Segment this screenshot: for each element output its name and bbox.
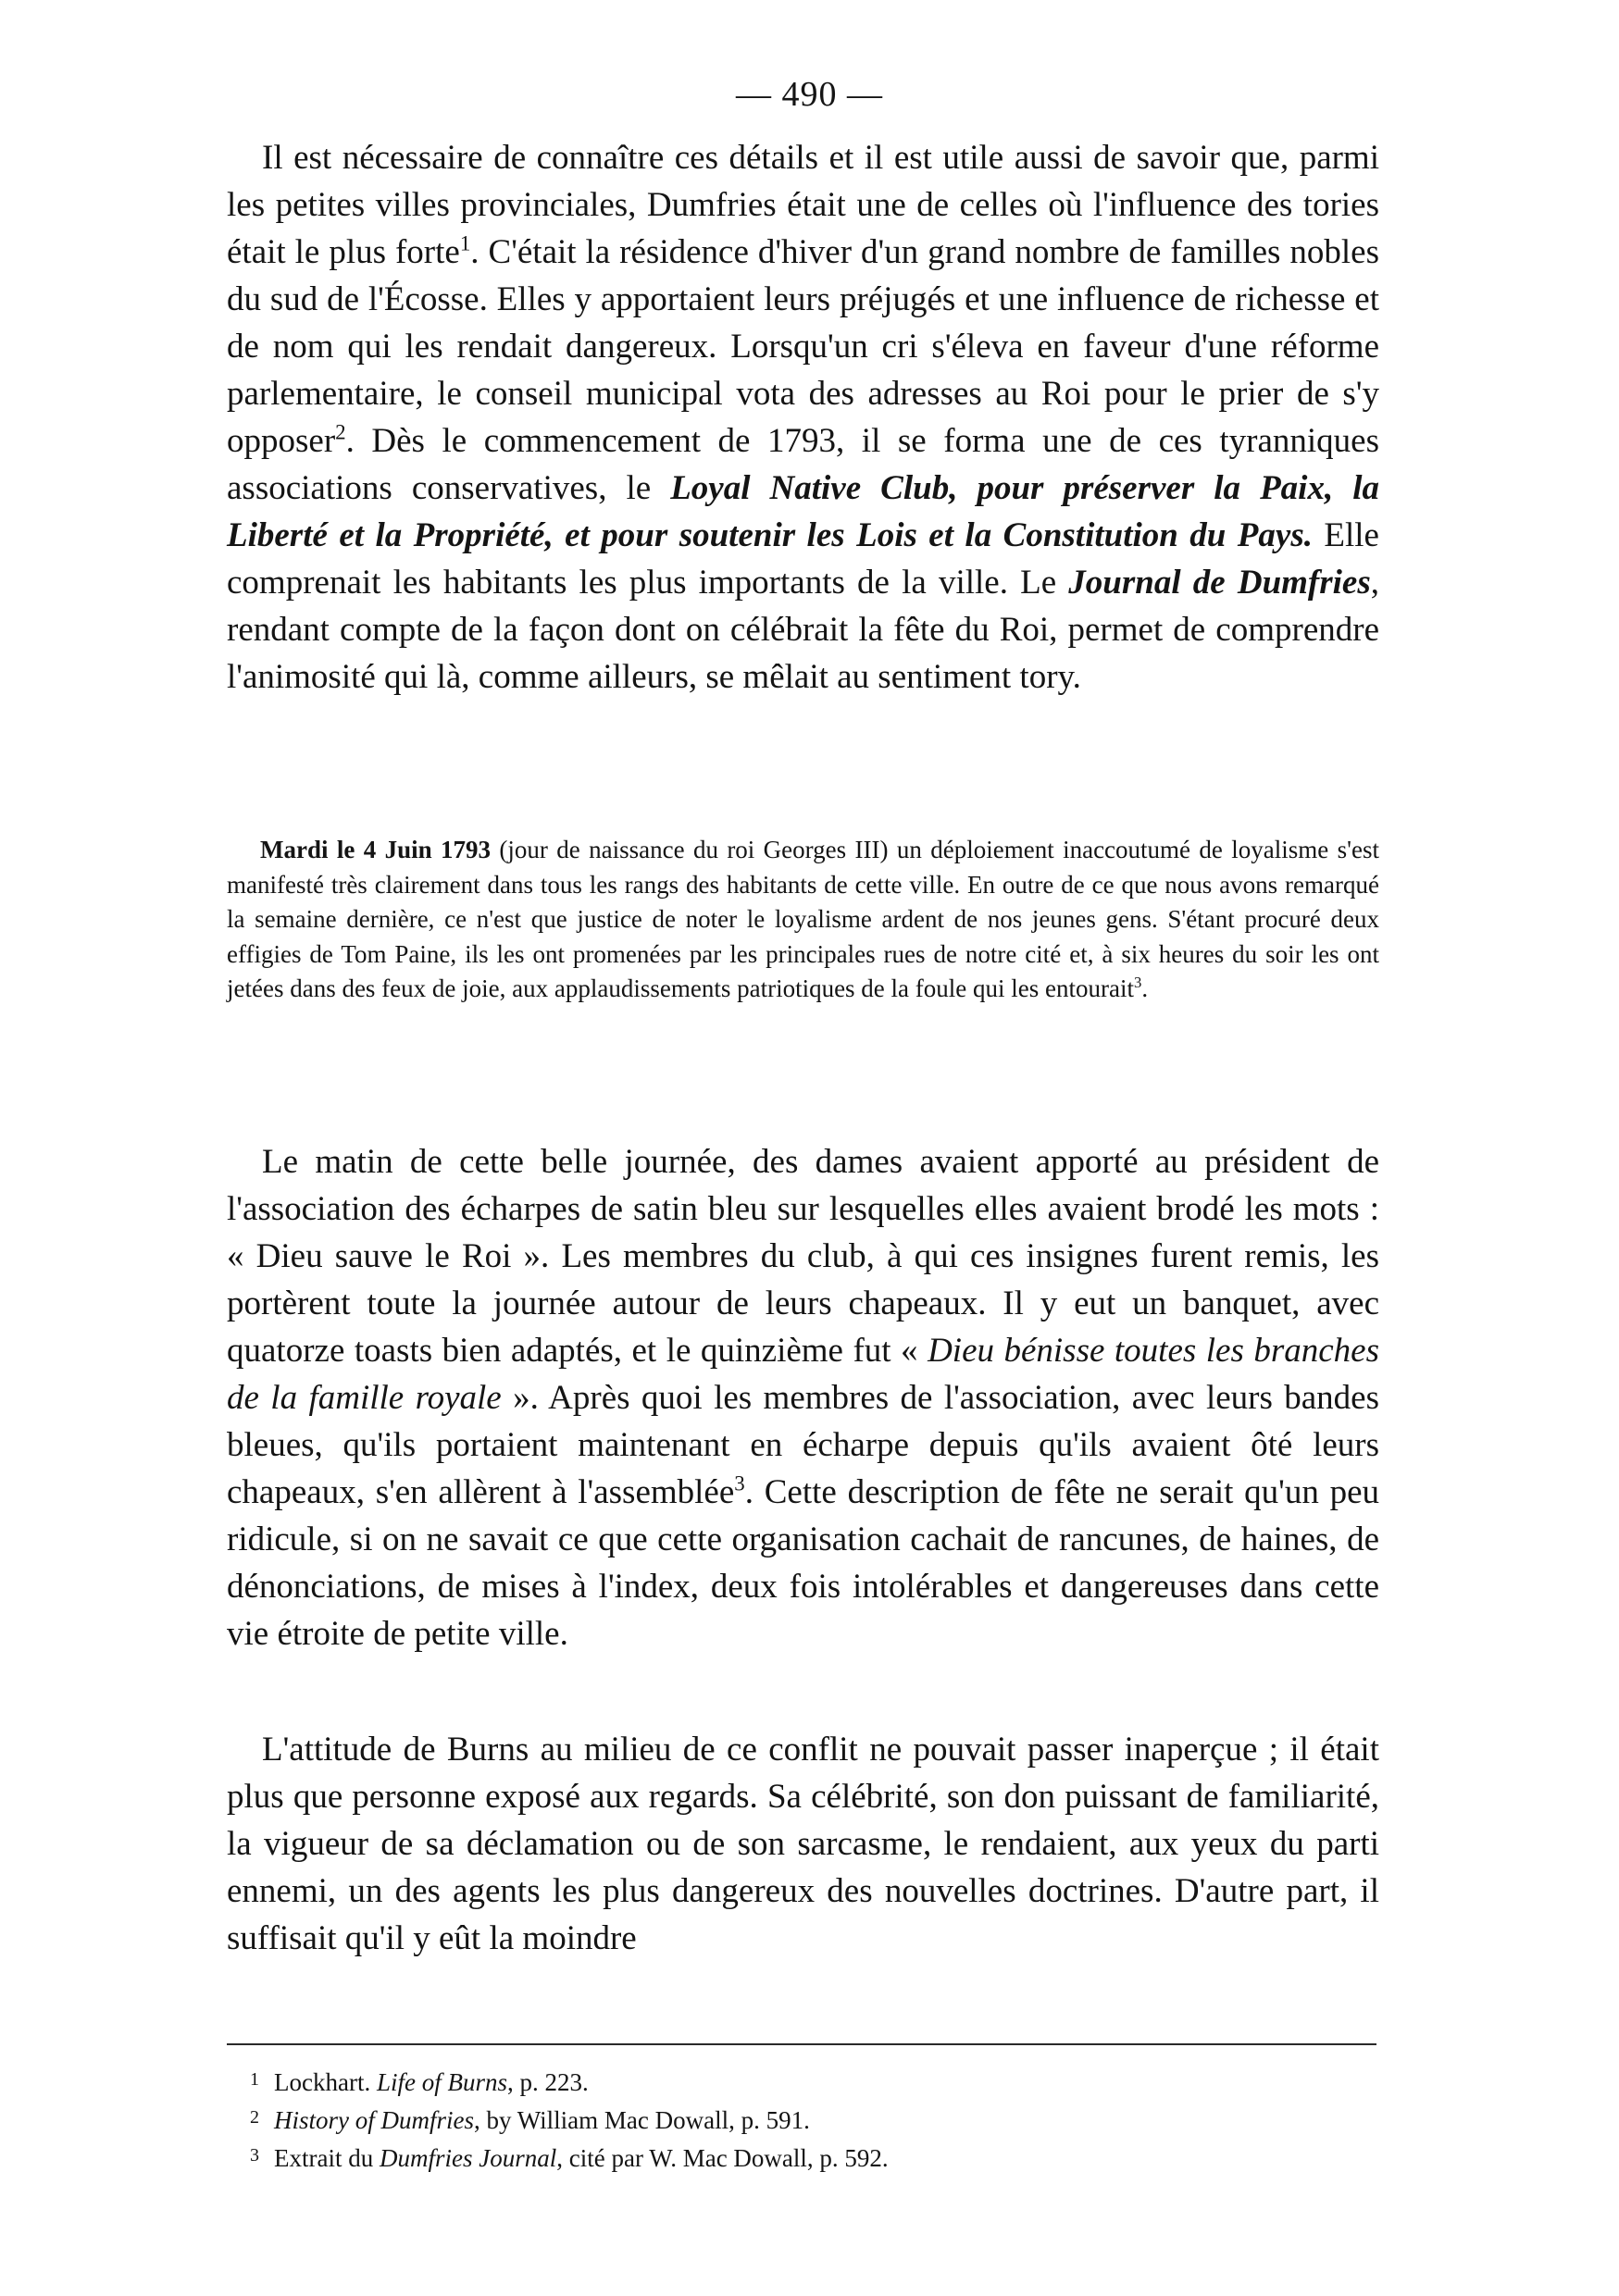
footnote-number: 3 (250, 2145, 259, 2166)
paragraph-1 (227, 134, 1379, 701)
footnote-title: Dumfries Journal (379, 2144, 557, 2172)
page-number: — 490 — (736, 75, 883, 114)
footnote-ref-2: 2 (335, 420, 346, 444)
footnote-1 (250, 2062, 1361, 2100)
footnote-number: 2 (250, 2107, 259, 2128)
paragraph-3 (227, 1726, 1379, 1962)
footnote-text: Lockhart. (274, 2068, 377, 2096)
toast-quote: Dieu bénisse toutes les branches de la famille royale (227, 1332, 1379, 1417)
paragraph-1-block (227, 134, 1379, 701)
footnote-text: , by William Mac Dowall, p. 591. (474, 2106, 810, 2134)
text-span: . C'était la résidence d'hiver d'un grand nombre de familles nobles du sud de l'Écosse. Elles y apportaient leurs préjugés et une influence de richesse et de nom qui les rendait dangereux. Lorsqu'un cri s'éleva en faveur d'une réforme parlementaire, le conseil municipal vota des adresses au Roi pour le prier de s'y opposer (227, 233, 1379, 460)
footnote-ref-3: 3 (734, 1471, 745, 1496)
footnote-divider (227, 2043, 1376, 2045)
text-span: . Cette description de fête ne serait qu'un peu ridicule, si on ne savait ce que cette organisation cachait de rancunes, de haines, de dénonciations, de mises à l'index, deux fois intolérables et dangereuses dans cette vie étroite de petite ville. (227, 1473, 1379, 1653)
footnote-text: Extrait du (274, 2144, 380, 2172)
text-span: Il est nécessaire de connaître ces détails et il est utile aussi de savoir que, parmi les petites villes provinciales, Dumfries était une de celles où l'influence des tories était le plus forte (227, 139, 1379, 271)
paragraph-2-block (227, 1138, 1379, 1657)
text-span: , rendant compte de la façon dont on célébrait la fête du Roi, permet de comprendre l'animosité qui là, comme ailleurs, se mêlait au sentiment tory. (227, 564, 1379, 696)
text-span: . Dès le commencement de 1793, il se forma une de ces tyranniques associations conservatives, le (227, 422, 1379, 507)
quote-date: Mardi le 4 Juin 1793 (260, 836, 492, 863)
footnote-text: , p. 223. (506, 2068, 589, 2096)
footnote-text: , cité par W. Mac Dowall, p. 592. (556, 2144, 889, 2172)
quote-block (227, 833, 1379, 1007)
footnote-ref-1: 1 (459, 231, 471, 255)
footnote-3 (250, 2138, 1361, 2176)
paragraph-2 (227, 1138, 1379, 1657)
text-span: L'attitude de Burns au milieu de ce conflit ne pouvait passer inaperçue ; il était plus que personne exposé aux regards. Sa célébrité, son don puissant de familiarité, la vigueur de sa déclamation ou de son sarcasme, le rendaient, aux yeux du parti ennemi, un des agents les plus dangereux des nouvelles doctrines. D'autre part, il suffisait qu'il y eût la moindre (227, 1731, 1379, 1957)
text-span: Le matin de cette belle journée, des dames avaient apporté au président de l'association des écharpes de satin bleu sur lesquelles elles avaient brodé les mots : « Dieu sauve le Roi ». Les membres du club, à qui ces insignes furent remis, les portèrent toute la journée autour de leurs chapeaux. Il y eut un banquet, avec quatorze toasts bien adaptés, et le quinzième fut « (227, 1143, 1379, 1370)
text-span: ». Après quoi les membres de l'association, avec leurs bandes bleues, qu'ils portaient maintenant en écharpe depuis qu'ils avaient ôté leurs chapeaux, s'en allèrent à l'assemblée (227, 1379, 1379, 1511)
footnote-ref-3: 3 (1133, 974, 1142, 991)
text-span: Elle comprenait les habitants les plus importants de la ville. Le (227, 516, 1379, 602)
paragraph-3-block (227, 1726, 1379, 1962)
quoted-extract (227, 833, 1379, 1007)
club-name: Loyal Native Club, pour préserver la Paix, la Liberté et la Propriété, et pour soutenir les Lois et la Constitution du Pays. (227, 469, 1379, 554)
text-span: . (1141, 974, 1149, 1002)
text-span: (jour de naissance du roi Georges III) un déploiement inaccoutumé de loyalisme s'est manifesté très clairement dans tous les rangs des habitants de cette ville. En outre de ce que nous avons remarqué la semaine dernière, ce n'est que justice de noter le loyalisme ardent de nos jeunes gens. S'étant procuré deux effigies de Tom Paine, ils les ont promenées par les principales rues de notre cité et, à six heures du soir les ont jetées dans des feux de joie, aux applaudissements patriotiques de la foule qui les entourait (227, 836, 1379, 1002)
journal-title: Journal de Dumfries (1068, 564, 1371, 602)
footnote-title: History of Dumfries (274, 2106, 474, 2134)
footnotes (250, 2062, 1361, 2176)
footnote-2 (250, 2100, 1361, 2138)
footnote-number: 1 (250, 2069, 259, 2090)
footnote-title: Life of Burns (376, 2068, 507, 2096)
